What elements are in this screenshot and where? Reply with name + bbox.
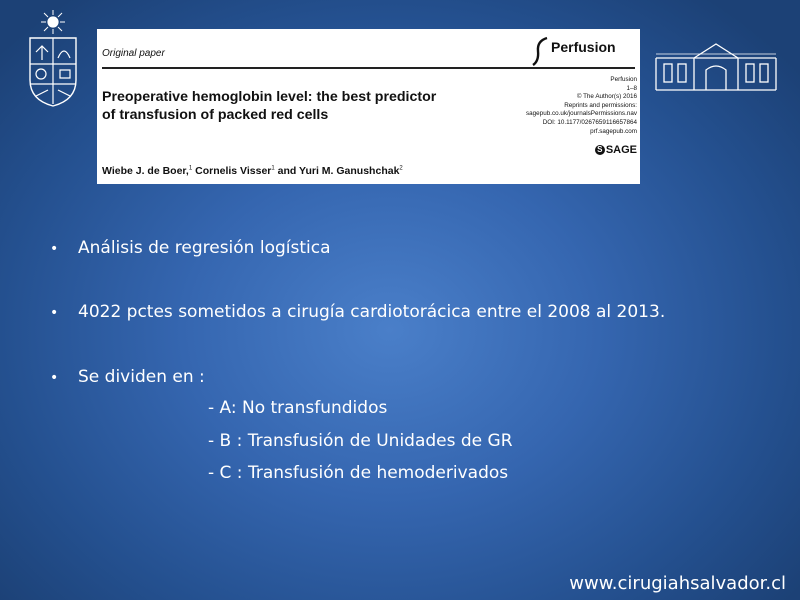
author-name: Wiebe J. de Boer,	[102, 165, 189, 177]
paper-type-label: Original paper	[102, 48, 165, 59]
journal-name: Perfusion	[551, 39, 616, 55]
paper-authors	[102, 165, 403, 177]
meta-line: © The Author(s) 2016	[576, 93, 637, 101]
bullet-text: Análisis de regresión logística	[78, 238, 331, 258]
bullet-dot: •	[50, 370, 59, 386]
author-affiliation: 1	[188, 165, 193, 172]
meta-line: DOI: 10.1177/0267659116657864	[542, 118, 637, 126]
journal-logo	[529, 33, 639, 69]
meta-line: 1–8	[626, 84, 637, 92]
university-crest-logo	[24, 8, 82, 108]
bullet-item	[50, 238, 331, 258]
paper-header	[97, 29, 640, 184]
bullet-dot: •	[50, 305, 59, 321]
group-item: - B : Transfusión de Unidades de GR	[208, 431, 513, 451]
bullet-item	[50, 302, 665, 322]
bullet-item	[50, 367, 205, 387]
meta-line: prf.sagepub.com	[590, 127, 637, 135]
journal-mark-icon	[531, 35, 551, 67]
meta-line: Perfusion	[610, 76, 637, 83]
paper-title: Preoperative hemoglobin level: the best predictor of transfusion of packed red cells	[102, 89, 437, 123]
meta-line: sagepub.co.uk/journalsPermissions.nav	[526, 110, 637, 118]
author-name: Cornelis Visser	[192, 165, 272, 177]
bullet-text: Se dividen en :	[78, 367, 205, 387]
author-name: and Yuri M. Ganushchak	[274, 165, 400, 177]
author-affiliation: 1	[271, 165, 275, 172]
footer-url: www.cirugiahsalvador.cl	[569, 573, 786, 594]
hospital-building-logo	[654, 40, 778, 92]
bullet-text: 4022 pctes sometidos a cirugía cardiotorácica entre el 2008 al 2013.	[78, 302, 666, 322]
group-item: - A: No transfundidos	[208, 398, 388, 418]
bullet-dot: •	[50, 241, 59, 257]
sage-circle-icon: S	[595, 145, 605, 155]
paper-meta	[487, 76, 637, 136]
publisher-logo	[595, 144, 637, 156]
group-item: - C : Transfusión de hemoderivados	[208, 463, 509, 483]
meta-line: Reprints and permissions:	[564, 101, 637, 109]
author-affiliation: 2	[399, 165, 403, 172]
publisher-name: SAGE	[605, 144, 637, 156]
